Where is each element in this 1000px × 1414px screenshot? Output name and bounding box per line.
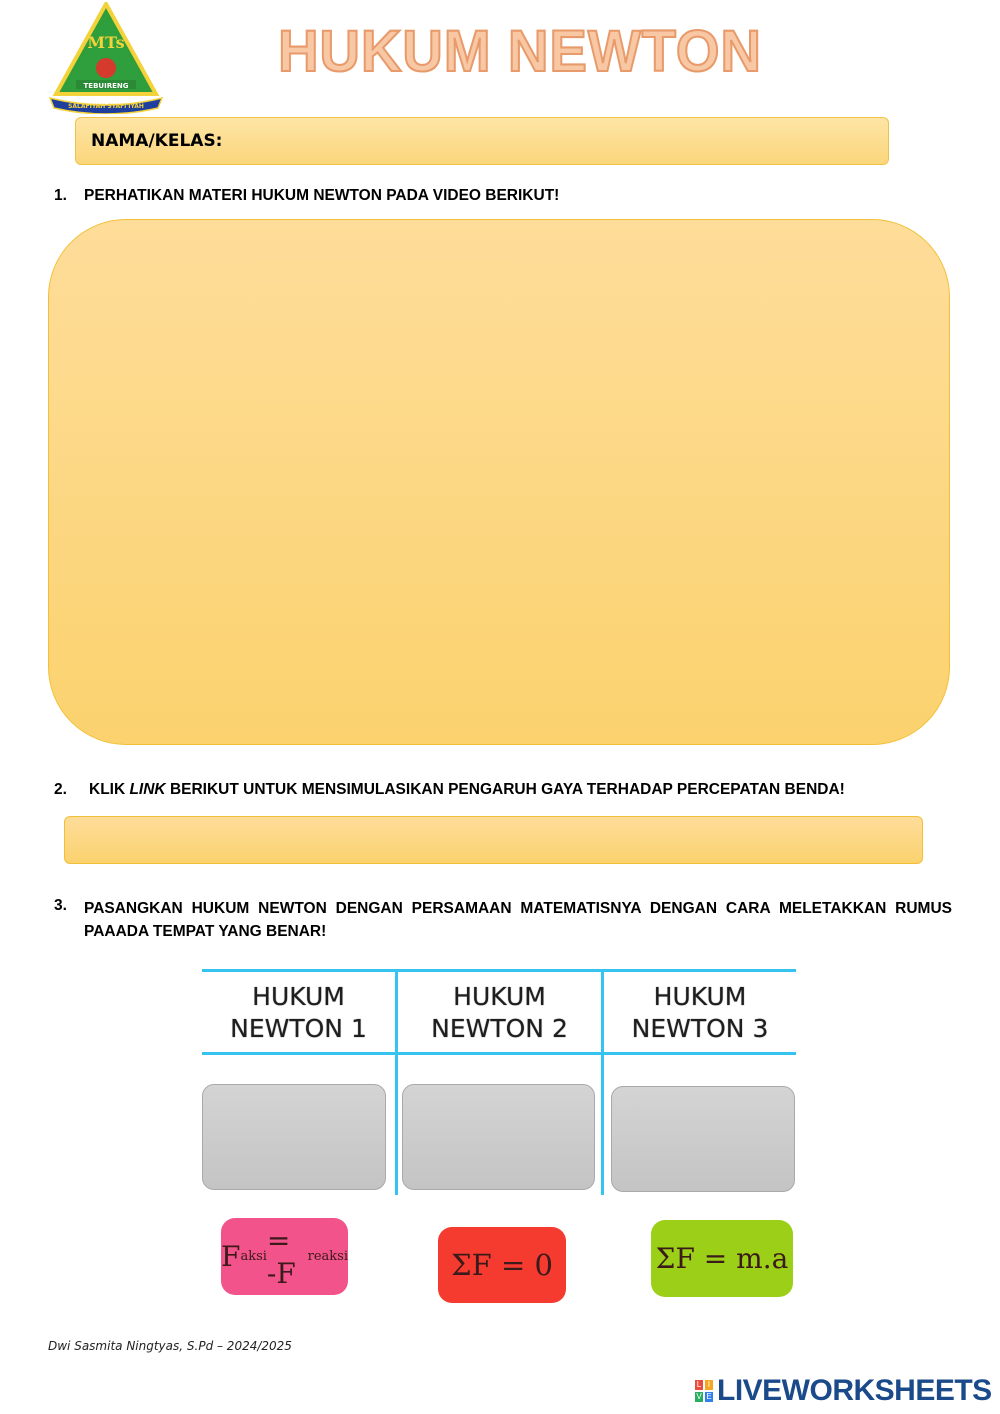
logo-ribbon-text: SALAFIYAH SYAFI'IYAH <box>68 103 144 110</box>
brand-icon-i: I <box>704 1379 714 1391</box>
brand-icon-v: V <box>694 1391 704 1403</box>
brand-icon-l: L <box>694 1379 704 1391</box>
formula-1-mid: = -F <box>266 1223 296 1290</box>
brand-icon-e: E <box>704 1391 714 1403</box>
question-3-line-2: PAAADA TEMPAT YANG BENAR! <box>84 923 327 940</box>
drop-slot-newton-1[interactable] <box>202 1084 386 1190</box>
page-title: HUKUM NEWTON <box>278 17 762 84</box>
formula-card-sum-zero[interactable] <box>438 1227 566 1303</box>
formula-3-text: ΣF = m.a <box>655 1242 789 1275</box>
header-newton-3-line2: NEWTON 3 <box>631 1014 769 1043</box>
school-logo <box>48 2 164 114</box>
header-newton-2 <box>398 981 601 1045</box>
question-3-text <box>84 897 952 943</box>
name-class-label: NAMA/KELAS: <box>91 131 223 151</box>
question-2-number: 2. <box>54 781 67 798</box>
table-header-line <box>202 1052 796 1055</box>
formula-1-sub-reaksi: reaksi <box>307 1249 348 1264</box>
header-newton-3-line1: HUKUM <box>653 982 747 1011</box>
logo-top-text: MTs <box>87 33 125 52</box>
header-newton-1-line2: NEWTON 1 <box>230 1014 367 1043</box>
question-2-link-word: LINK <box>129 781 166 798</box>
formula-2-text: ΣF = 0 <box>451 1248 553 1282</box>
question-2-text-after: BERIKUT UNTUK MENSIMULASIKAN PENGARUH GAYA TERHADAP PERCEPATAN BENDA! <box>165 781 845 798</box>
header-newton-2-line1: HUKUM <box>453 982 546 1011</box>
formula-1-main: F <box>221 1240 241 1273</box>
video-embed-area[interactable] <box>48 219 950 745</box>
header-newton-1 <box>202 981 395 1045</box>
drop-slot-newton-3[interactable] <box>611 1086 795 1192</box>
liveworksheets-brand[interactable] <box>694 1374 992 1408</box>
simulation-link-box[interactable] <box>64 816 923 864</box>
question-3-number: 3. <box>54 897 67 914</box>
header-newton-3 <box>604 981 796 1045</box>
formula-card-sum-ma[interactable] <box>651 1220 793 1297</box>
question-2-text <box>89 781 845 799</box>
table-top-line <box>202 969 796 972</box>
question-1-text: PERHATIKAN MATERI HUKUM NEWTON PADA VIDEO BERIKUT! <box>84 187 560 204</box>
drop-slot-newton-2[interactable] <box>402 1084 595 1190</box>
formula-1-sub-aksi: aksi <box>240 1249 267 1264</box>
question-3-line-1: PASANGKAN HUKUM NEWTON DENGAN PERSAMAAN MATEMATISNYA DENGAN CARA MELETAKKAN RUMUS <box>84 900 952 917</box>
liveworksheets-wordmark: LIVEWORKSHEETS <box>717 1374 992 1407</box>
liveworksheets-logo-icon <box>694 1379 714 1403</box>
author-footer: Dwi Sasmita Ningtyas, S.Pd – 2024/2025 <box>48 1339 292 1353</box>
formula-card-action-reaction[interactable] <box>221 1218 348 1295</box>
header-newton-2-line2: NEWTON 2 <box>431 1014 568 1043</box>
header-newton-1-line1: HUKUM <box>252 982 345 1011</box>
question-1-number: 1. <box>54 187 67 204</box>
logo-banner-text: TEBUIRENG <box>83 82 129 90</box>
question-2-text-before: KLIK <box>89 781 130 798</box>
